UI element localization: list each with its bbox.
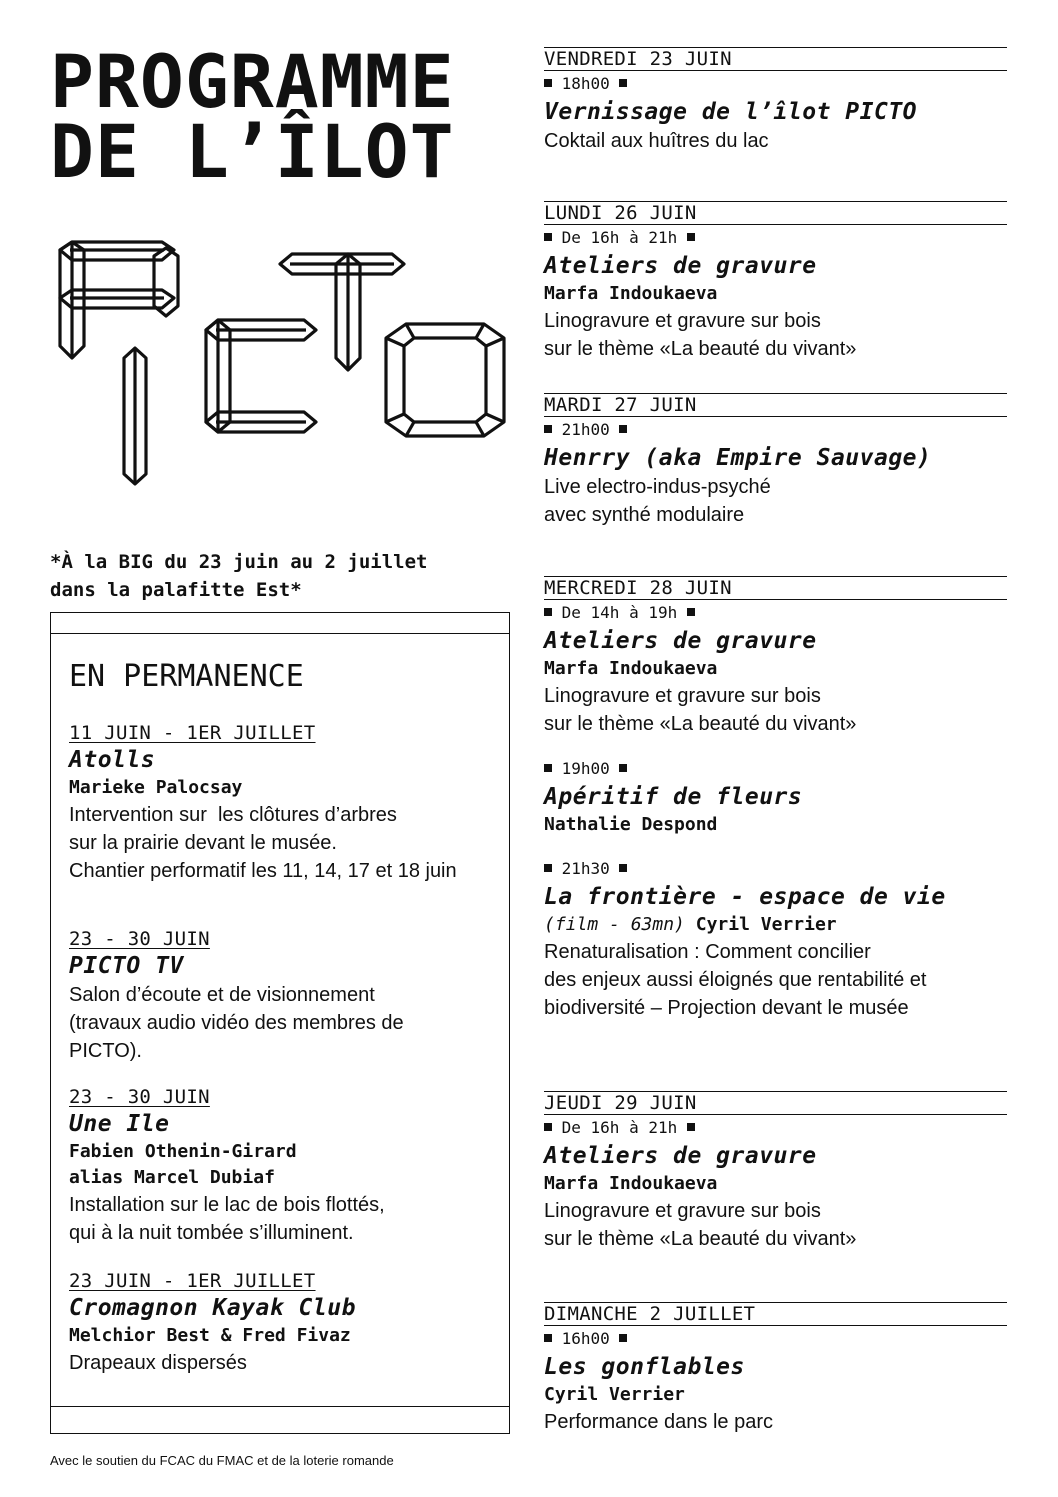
event-desc: avec synthé modulaire	[544, 504, 745, 526]
event-title: Vernissage de l’îlot PICTO	[544, 99, 918, 125]
item-title: Atolls	[69, 747, 156, 773]
event-desc: sur le thème «La beauté du vivant»	[544, 338, 857, 360]
item-desc: (travaux audio vidéo des membres de	[69, 1012, 404, 1034]
permanence-item	[69, 927, 499, 1065]
item-date: 23 - 30 JUIN	[69, 928, 210, 950]
item-artist: Marieke Palocsay	[69, 777, 243, 798]
square-bullet-icon	[544, 864, 552, 872]
square-bullet-icon	[687, 1123, 695, 1131]
permanence-item	[69, 721, 499, 885]
event-artist: Marfa Indoukaeva	[544, 658, 718, 679]
page-title	[50, 40, 455, 195]
event-time-label: De 16h à 21h	[561, 228, 678, 247]
footer-credits: Avec le soutien du FCAC du FMAC et de la loterie romande	[50, 1453, 394, 1468]
location-note	[50, 548, 520, 604]
square-bullet-icon	[619, 79, 627, 87]
day-section	[544, 47, 1007, 155]
day-header: MERCREDI 28 JUIN	[544, 576, 1007, 600]
event-desc: des enjeux aussi éloignés que rentabilité et	[544, 969, 927, 991]
item-desc: Chantier performatif les 11, 14, 17 et 18 juin	[69, 860, 457, 882]
event-desc: Live electro-indus-psyché	[544, 476, 771, 498]
event-artist-prefix: (film - 63mn)	[544, 914, 685, 935]
item-title: PICTO TV	[69, 953, 184, 979]
day-header: VENDREDI 23 JUIN	[544, 47, 1007, 71]
square-bullet-icon	[544, 233, 552, 241]
day-header: LUNDI 26 JUIN	[544, 201, 1007, 225]
item-desc: Installation sur le lac de bois flottés,	[69, 1194, 385, 1216]
divider	[51, 1406, 509, 1407]
square-bullet-icon	[619, 425, 627, 433]
square-bullet-icon	[544, 1123, 552, 1131]
square-bullet-icon	[544, 764, 552, 772]
item-date: 23 - 30 JUIN	[69, 1086, 210, 1108]
event-time	[544, 71, 1007, 97]
square-bullet-icon	[687, 608, 695, 616]
event-time	[544, 856, 1007, 882]
permanence-box	[50, 612, 510, 1434]
event-desc: Performance dans le parc	[544, 1411, 774, 1433]
event-desc: biodiversité – Projection devant le musée	[544, 997, 909, 1019]
day-section	[544, 1091, 1007, 1253]
square-bullet-icon	[544, 79, 552, 87]
event-desc: sur le thème «La beauté du vivant»	[544, 713, 857, 735]
event-title: Henrry (aka Empire Sauvage)	[544, 445, 932, 471]
event-time-label: 19h00	[561, 759, 610, 778]
item-artist: Melchior Best & Fred Fivaz	[69, 1325, 351, 1346]
event-desc: sur le thème «La beauté du vivant»	[544, 1228, 857, 1250]
item-title: Une Ile	[69, 1111, 170, 1137]
item-artist: alias Marcel Dubiaf	[69, 1167, 275, 1188]
event-time-label: 21h00	[561, 420, 610, 439]
event-desc: Coktail aux huîtres du lac	[544, 130, 769, 152]
event-artist: Nathalie Despond	[544, 814, 718, 835]
event-time-label: 21h30	[561, 859, 610, 878]
event-artist	[544, 912, 1007, 938]
square-bullet-icon	[544, 425, 552, 433]
item-artist: Fabien Othenin-Girard	[69, 1141, 297, 1162]
permanence-item	[69, 1085, 499, 1247]
event-title: Les gonflables	[544, 1354, 745, 1380]
square-bullet-icon	[687, 233, 695, 241]
event-time	[544, 756, 1007, 782]
page-title-line2: DE L’ÎLOT	[50, 110, 455, 195]
event-title: La frontière - espace de vie	[544, 884, 946, 910]
event-title: Apéritif de fleurs	[544, 784, 803, 810]
event-title: Ateliers de gravure	[544, 253, 817, 279]
event-time	[544, 1326, 1007, 1352]
event-desc: Linogravure et gravure sur bois	[544, 685, 821, 707]
item-desc: Salon d’écoute et de visionnement	[69, 984, 375, 1006]
event-time-label: 16h00	[561, 1329, 610, 1348]
event-desc: Renaturalisation : Comment concilier	[544, 941, 871, 963]
day-header: MARDI 27 JUIN	[544, 393, 1007, 417]
item-desc: qui à la nuit tombée s’illuminent.	[69, 1222, 354, 1244]
event-artist-name: Cyril Verrier	[695, 914, 837, 935]
day-section	[544, 576, 1007, 1022]
square-bullet-icon	[619, 1334, 627, 1342]
page-title-line1: PROGRAMME	[50, 40, 455, 125]
permanence-item	[69, 1269, 499, 1377]
item-title: Cromagnon Kayak Club	[69, 1295, 356, 1321]
item-desc: PICTO).	[69, 1040, 142, 1062]
divider	[51, 633, 509, 634]
event-desc: Linogravure et gravure sur bois	[544, 1200, 821, 1222]
day-section	[544, 393, 1007, 529]
day-section	[544, 201, 1007, 363]
event-desc: Linogravure et gravure sur bois	[544, 310, 821, 332]
square-bullet-icon	[544, 1334, 552, 1342]
event-title: Ateliers de gravure	[544, 628, 817, 654]
event-title: Ateliers de gravure	[544, 1143, 817, 1169]
event-time-label: De 16h à 21h	[561, 1118, 678, 1137]
item-date: 23 JUIN - 1ER JUILLET	[69, 1270, 316, 1292]
location-line: dans la palafitte Est*	[50, 579, 302, 601]
event-artist: Marfa Indoukaeva	[544, 283, 718, 304]
day-section	[544, 1302, 1007, 1436]
event-time	[544, 417, 1007, 443]
square-bullet-icon	[619, 864, 627, 872]
event-time	[544, 225, 1007, 251]
event-artist: Marfa Indoukaeva	[544, 1173, 718, 1194]
event-artist: Cyril Verrier	[544, 1384, 685, 1405]
event-time	[544, 600, 1007, 626]
square-bullet-icon	[619, 764, 627, 772]
picto-logo	[46, 234, 516, 494]
event-time-label: De 14h à 19h	[561, 603, 678, 622]
day-header: DIMANCHE 2 JUILLET	[544, 1302, 1007, 1326]
event-time	[544, 1115, 1007, 1141]
item-date: 11 JUIN - 1ER JUILLET	[69, 722, 316, 744]
item-desc: Intervention sur les clôtures d’arbres	[69, 804, 397, 826]
square-bullet-icon	[544, 608, 552, 616]
permanence-title: EN PERMANENCE	[69, 659, 304, 694]
item-desc: sur la prairie devant le musée.	[69, 832, 337, 854]
event-time-label: 18h00	[561, 74, 610, 93]
item-desc: Drapeaux dispersés	[69, 1352, 247, 1374]
day-header: JEUDI 29 JUIN	[544, 1091, 1007, 1115]
location-line: *À la BIG du 23 juin au 2 juillet	[50, 551, 428, 573]
